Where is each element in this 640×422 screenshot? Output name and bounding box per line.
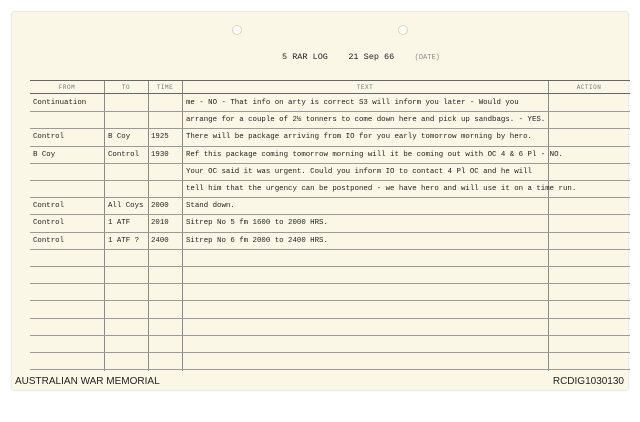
cell-text: Sitrep No 5 fm 1600 to 2000 HRS.	[186, 219, 328, 228]
cell-time: 2400	[151, 236, 169, 245]
log-date: 21 Sep 66	[348, 52, 395, 62]
date-label: (DATE)	[414, 54, 440, 62]
header-rule	[30, 93, 630, 94]
table-row	[30, 201, 630, 218]
cell-time: 2010	[151, 219, 169, 228]
cell-from: Control	[33, 236, 65, 245]
log-table	[30, 80, 630, 371]
cell-to: All Coys	[108, 202, 144, 211]
table-row	[30, 236, 630, 253]
col-header-action: ACTION	[576, 84, 602, 91]
row-rule	[30, 283, 630, 284]
row-rule	[30, 369, 630, 370]
table-row	[30, 115, 630, 132]
cell-to: 1 ATF	[108, 219, 131, 228]
col-header-to: TO	[121, 84, 131, 91]
table-row	[30, 218, 630, 235]
cell-text: There will be package arriving from IO for you early tomorrow morning by hero.	[186, 133, 532, 142]
cell-text: arrange for a couple of 2½ tonners to come down here and pick up sandbags. - YES.	[186, 116, 546, 125]
cell-time: 1925	[151, 133, 169, 142]
unit-stamp: 5 RAR LOG	[282, 52, 328, 62]
row-rule	[30, 266, 630, 267]
col-header-time: TIME	[156, 84, 174, 91]
row-rule	[30, 318, 630, 319]
row-rule	[30, 335, 630, 336]
table-row	[30, 150, 630, 167]
log-sheet	[12, 12, 628, 390]
table-row	[30, 98, 630, 115]
cell-from: Continuation	[33, 99, 87, 107]
cell-text: Ref this package coming tomorrow morning will it be coming out with OC 4 & 6 Pl - NO.	[186, 150, 563, 159]
col-header-from: FROM	[58, 84, 76, 91]
punch-hole-left	[232, 25, 242, 35]
cell-time: 2000	[151, 202, 169, 211]
table-row	[30, 184, 630, 201]
cell-text: tell him that the urgency can be postponed - we have hero and will use it on a time run.	[186, 185, 577, 193]
cell-text: me - NO - That info on arty is correct S3 will inform you later - Would you	[186, 99, 519, 107]
cell-from: Control	[33, 133, 65, 142]
cell-to: Control	[108, 150, 140, 159]
row-rule	[30, 300, 630, 301]
col-header-text: TEXT	[356, 84, 374, 91]
cell-text: Sitrep No 6 fm 2000 to 2400 HRS.	[186, 236, 328, 245]
table-row	[30, 132, 630, 149]
institution-credit: AUSTRALIAN WAR MEMORIAL	[15, 376, 160, 387]
cell-from: B Coy	[33, 150, 56, 159]
cell-text: Your OC said it was urgent. Could you inform IO to contact 4 Pl OC and he will	[186, 167, 532, 176]
cell-time: 1930	[151, 150, 169, 159]
cell-from: Control	[33, 202, 65, 211]
cell-to: B Coy	[108, 133, 131, 142]
row-rule	[30, 352, 630, 353]
cell-text: Stand down.	[186, 202, 235, 211]
sheet-header	[282, 52, 440, 62]
cell-from: Control	[33, 219, 65, 228]
cell-to: 1 ATF ?	[108, 236, 140, 245]
punch-hole-right	[398, 25, 408, 35]
reference-id: RCDIG1030130	[552, 376, 624, 387]
table-row	[30, 167, 630, 184]
